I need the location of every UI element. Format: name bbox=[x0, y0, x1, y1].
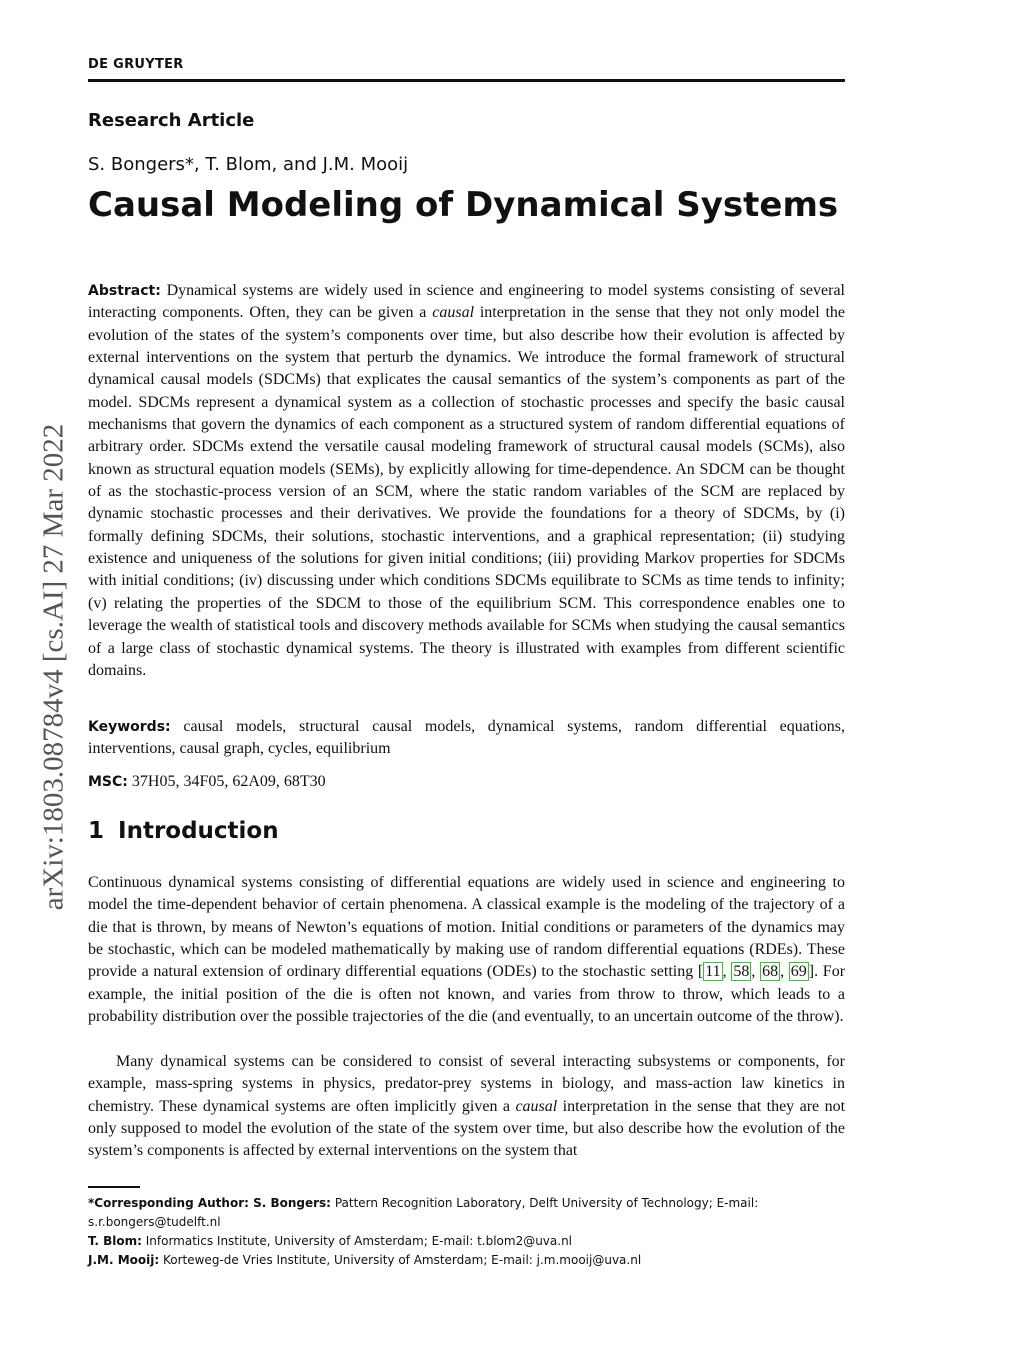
msc-label: MSC: bbox=[88, 774, 128, 790]
intro-p1-text-part1: Continuous dynamical systems consisting of differential equations are widely used in science and engineering to model the time-dependent behavior of certain phenomena. A classical example is the modeling of the trajectory of a die that is thrown, by means of Newton’s equations of motion. Initial conditions or parameters of the dynamics may be stochastic, which can be modeled mathematically by making use of random differential equations (RDEs). These provide a natural extension of ordinary differential equations (ODEs) to the stochastic setting [ bbox=[88, 874, 845, 981]
footnote-text: Pattern Recognition Laboratory, Delft University of Technology; E-mail: s.r.bongers@tudelft.nl bbox=[88, 1196, 759, 1229]
section-number: 1 bbox=[88, 818, 105, 844]
intro-p2-text-part2: interpretation in the sense that they are not only supposed to model the evolution of the state of the system over time, but also describe how the evolution of the system’s components is affected by external interventions on the system that bbox=[88, 1097, 846, 1160]
footnote-corresponding-author bbox=[88, 1194, 845, 1232]
section-heading bbox=[88, 818, 279, 844]
citation-link[interactable]: 69 bbox=[790, 963, 807, 981]
keywords-text: causal models, structural causal models, dynamical systems, random differential equations, interventions, causal graph, cycles, equilibrium bbox=[88, 718, 846, 758]
citation-link[interactable]: 11 bbox=[705, 963, 721, 981]
paper-title: Causal Modeling of Dynamical Systems bbox=[88, 185, 839, 225]
footnote-rule bbox=[88, 1186, 140, 1188]
abstract bbox=[88, 280, 845, 682]
intro-paragraph-1: Continuous dynamical systems consisting of differential equations are widely used in science and engineering to model the time-dependent behavior of certain phenomena. A classical example is the modeling of the trajectory of a die that is thrown, by means of Newton’s equations of motion. Initial conditions or parameters of the dynamics may be stochastic, which can be modeled mathematically by making use of random differential equations (RDEs). These provide a natural extension of ordinary differential equations (ODEs) to the stochastic setting [ 11 , 58 , 68 , 69 ]. For example, the initial position of the die is often not known, and varies from throw to throw, which leads to a probability distribution over the possible trajectories of the die (and eventually, to an uncertain outcome of the throw). bbox=[88, 874, 846, 1026]
abstract-text-part2: interpretation in the sense that they not only model the evolution of the states of the system’s components over time, but also describe how their evolution is affected by external interventions on the system that perturb the dynamics. We introduce the formal framework of structural dynamical causal models (SDCMs) that explicates the causal semantics of the system’s components as part of the model. SDCMs represent a dynamical system as a collection of stochastic processes and specify the basic causal mechanisms that govern the dynamics of each component as a structured system of random differential equations of arbitrary order. SDCMs extend the versatile causal modeling framework of structural causal models (SCMs), also known as structural equation models (SEMs), by explicitly allowing for time-dependence. An SDCM can be thought of as the stochastic-process version of an SCM, where the static random variables of the SCM are replaced by dynamic stochastic processes and their derivatives. We provide the foundations for a theory of SDCMs, by (i) formally defining SDCMs, their solutions, stochastic interventions, and a graphical representation; (ii) studying existence and uniqueness of the solutions for given initial conditions; (iii) providing Markov properties for SDCMs with initial conditions; (iv) discussing under which conditions SDCMs equilibrate to SCMs as time tends to infinity; (v) relating the properties of the SDCM to those of the equilibrium SCM. This correspondence enables one to leverage the wealth of statistical tools and discovery methods available for SCMs when studying the causal semantics of a large class of stochastic dynamical systems. The theory is illustrated with examples from different scientific domains. bbox=[88, 304, 846, 679]
footnote-label: *Corresponding Author: S. Bongers: bbox=[88, 1196, 331, 1210]
footnote-author-mooij bbox=[88, 1251, 845, 1270]
abstract-text-part1: Dynamical systems are widely used in science and engineering to model systems consisting of several interacting components. Often, they can be given a bbox=[88, 282, 846, 322]
keywords-label: Keywords: bbox=[88, 719, 171, 735]
author-list: S. Bongers*, T. Blom, and J.M. Mooij bbox=[88, 154, 409, 175]
footnote-text: Informatics Institute, University of Amsterdam; E-mail: t.blom2@uva.nl bbox=[145, 1234, 573, 1248]
publisher-name: DE GRUYTER bbox=[88, 57, 184, 72]
arxiv-stamp: arXiv:1803.08784v4 [cs.AI] 27 Mar 2022 bbox=[37, 423, 70, 911]
abstract-label: Abstract: bbox=[88, 283, 161, 299]
footnote-text: Korteweg-de Vries Institute, University of Amsterdam; E-mail: j.m.mooij@uva.nl bbox=[162, 1253, 642, 1267]
intro-paragraph-2 bbox=[88, 1051, 845, 1163]
footnote-author-blom bbox=[88, 1232, 845, 1251]
msc-codes bbox=[88, 771, 845, 793]
footnote-label: T. Blom: bbox=[88, 1234, 142, 1248]
footnote-label: J.M. Mooij: bbox=[88, 1253, 160, 1267]
msc-text: 37H05, 34F05, 62A09, 68T30 bbox=[131, 773, 326, 790]
citation-link[interactable]: 58 bbox=[733, 963, 750, 981]
article-type: Research Article bbox=[88, 110, 255, 131]
intro-p2-text-part1: Many dynamical systems can be considered to consist of several interacting subsystems or components, for example, mass-spring systems in physics, predator-prey systems in biology, and mass-action law kinetics in chemistry. These dynamical systems are often implicitly given a bbox=[88, 1053, 845, 1115]
intro-p2-emphasis: causal bbox=[515, 1097, 558, 1115]
header-rule bbox=[88, 79, 845, 82]
keywords bbox=[88, 716, 845, 761]
citation-link[interactable]: 68 bbox=[762, 963, 779, 981]
intro-p1-text-part2: ]. For example, the initial position of the die is often not known, and varies from throw to throw, which leads to a probability distribution over the possible trajectories of the die (and eventually, to an uncertain outcome of the throw). bbox=[88, 963, 846, 1026]
section-title: Introduction bbox=[118, 818, 279, 844]
abstract-emphasis: causal bbox=[432, 304, 475, 322]
